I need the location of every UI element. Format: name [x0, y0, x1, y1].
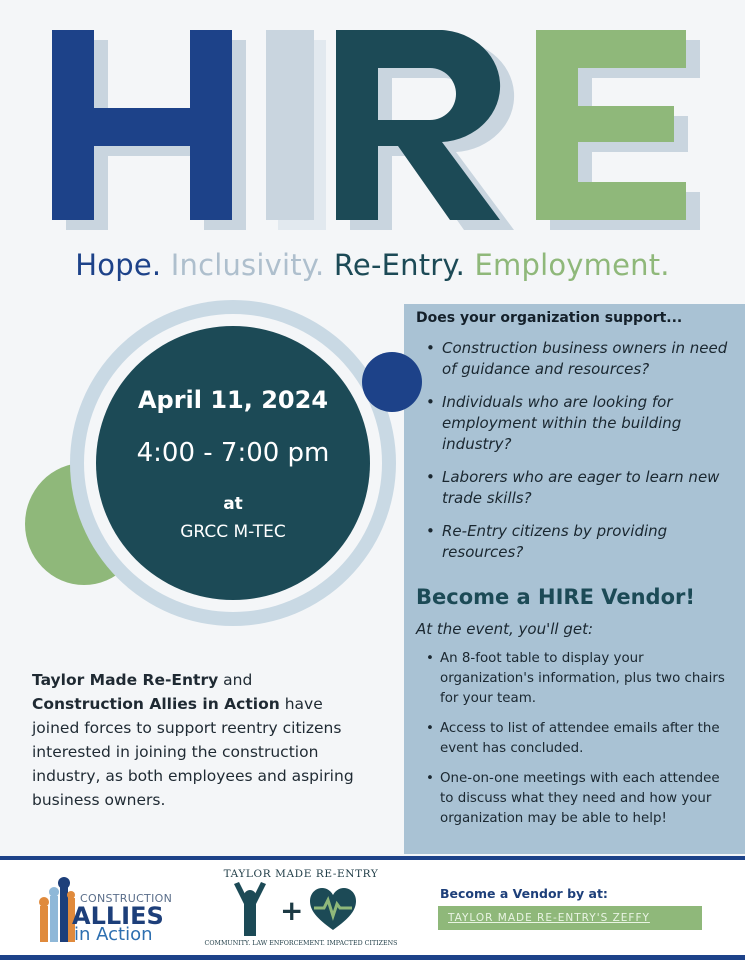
plus-sign: + [280, 894, 304, 927]
tm-subtitle: COMMUNITY. LAW ENFORCEMENT. IMPACTED CITIZENS [204, 940, 398, 947]
construction-allies-logo [34, 870, 173, 950]
support-heading: Does your organization support... [416, 310, 683, 326]
letter-e [536, 30, 688, 220]
hire-title [52, 30, 702, 220]
letter-i [266, 30, 314, 220]
list-item: • Access to list of attendee emails after the event has concluded. [422, 719, 737, 759]
org-taylor-made: Taylor Made Re-Entry [32, 671, 219, 689]
vendor-subtitle: At the event, you'll get: [416, 620, 594, 638]
list-item: • Re-Entry citizens by providing resources? [422, 521, 737, 563]
event-date: April 11, 2024 [137, 386, 329, 414]
cai-construction-text: CONSTRUCTION [80, 892, 173, 905]
vendor-panel [404, 304, 745, 854]
benefits-list [422, 649, 737, 839]
tagline-inclusivity: Inclusivity. [170, 248, 325, 282]
support-list [422, 338, 737, 575]
list-item: • An 8-foot table to display your organization's information, plus two chairs for your team. [422, 649, 737, 709]
vendor-title: Become a HIRE Vendor! [416, 585, 695, 609]
event-venue: GRCC M-TEC [180, 522, 286, 542]
letter-h [52, 30, 232, 220]
zeffy-link[interactable]: TAYLOR MADE RE-ENTRY'S ZEFFY [438, 906, 702, 930]
taylor-made-logo [196, 866, 406, 952]
list-item: • Laborers who are eager to learn new trade skills? [422, 467, 737, 509]
person-raised-arms-icon [230, 882, 270, 938]
intro-paragraph [32, 668, 362, 812]
event-time: 4:00 - 7:00 pm [136, 438, 330, 468]
tagline [0, 248, 745, 282]
tm-title: TAYLOR MADE RE-ENTRY [223, 868, 379, 880]
list-item: • Individuals who are looking for employment within the building industry? [422, 392, 737, 455]
tagline-reentry: Re-Entry. [333, 248, 466, 282]
org-construction-allies: Construction Allies in Action [32, 695, 280, 713]
letter-r [336, 30, 546, 220]
list-item: • One-on-one meetings with each attendee to discuss what they need and how your organization may be able to help! [422, 769, 737, 829]
blue-circle-decoration [362, 352, 422, 412]
list-item: • Construction business owners in need of guidance and resources? [422, 338, 737, 380]
cai-in-action-text: in Action [74, 924, 153, 945]
intro-rest: have joined forces to support reentry citizens interested in joining the construction industry, as both employees and aspiring business owners. [32, 695, 354, 809]
vendor-cta-label: Become a Vendor by at: [440, 886, 608, 901]
tagline-employment: Employment. [474, 248, 670, 282]
event-circle [96, 326, 370, 600]
tagline-hope: Hope. [75, 248, 162, 282]
cai-allies-text: ALLIES [72, 902, 164, 930]
bottom-rule [0, 955, 745, 960]
heartbeat-heart-icon [310, 888, 356, 932]
event-at: at [223, 494, 243, 514]
intro-and: and [218, 671, 253, 689]
